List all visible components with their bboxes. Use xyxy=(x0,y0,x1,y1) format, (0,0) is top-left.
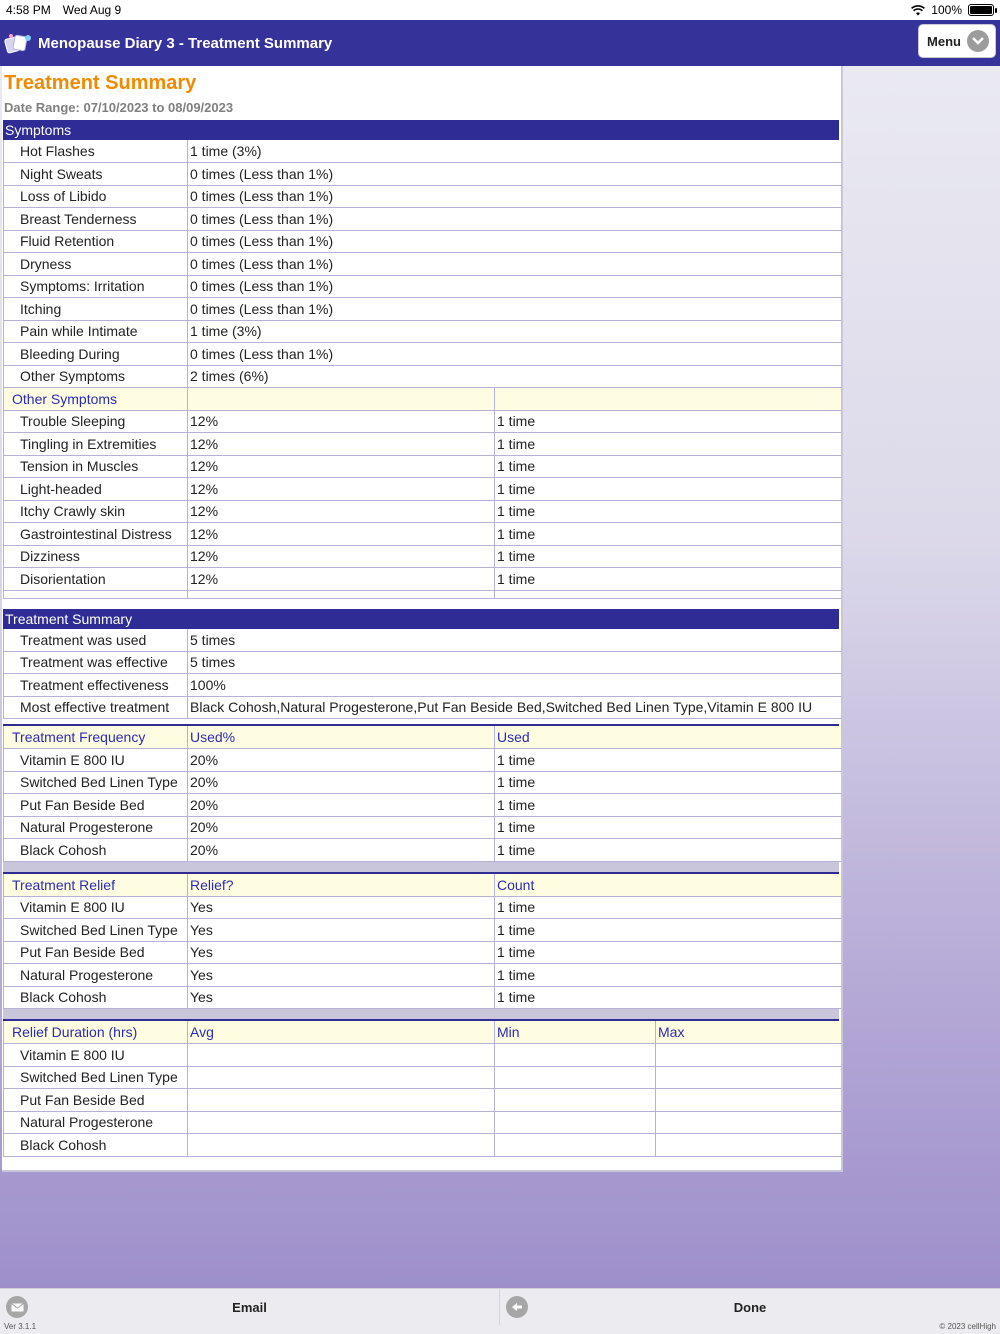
row-value: 1 time (3%) xyxy=(188,320,842,343)
row-label: Loss of Libido xyxy=(4,185,188,208)
row-relief: Yes xyxy=(188,941,495,964)
title-bar xyxy=(0,20,1000,66)
row-count: 1 time xyxy=(495,896,842,919)
status-date: Wed Aug 9 xyxy=(62,3,122,17)
spacer xyxy=(2,599,841,609)
table-row xyxy=(4,163,842,186)
row-label: Treatment was effective xyxy=(4,651,188,674)
row-min xyxy=(495,1111,656,1134)
row-value: 0 times (Less than 1%) xyxy=(188,185,842,208)
table-row xyxy=(4,185,842,208)
row-percent: 12% xyxy=(188,455,495,478)
battery-icon xyxy=(968,4,994,16)
row-count: 1 time xyxy=(495,433,842,456)
row-label: Symptoms: Irritation xyxy=(4,275,188,298)
row-label: Switched Bed Linen Type xyxy=(4,1066,188,1089)
row-label: Night Sweats xyxy=(4,163,188,186)
row-avg xyxy=(188,1066,495,1089)
row-count: 1 time xyxy=(495,816,842,839)
row-label: Vitamin E 800 IU xyxy=(4,1044,188,1067)
row-label: Treatment was used xyxy=(4,629,188,652)
table-header-row xyxy=(4,726,842,749)
bottom-toolbar xyxy=(0,1288,1000,1334)
table-row xyxy=(4,1066,842,1089)
table-filler-row xyxy=(4,590,842,598)
column-header: Used xyxy=(495,726,842,749)
section-header-symptoms: Symptoms xyxy=(3,120,839,140)
row-count: 1 time xyxy=(495,410,842,433)
column-header: Treatment Relief xyxy=(4,874,188,897)
status-bar xyxy=(0,0,1000,20)
row-label: Black Cohosh xyxy=(4,986,188,1009)
column-header: Treatment Frequency xyxy=(4,726,188,749)
column-header: Other Symptoms xyxy=(4,388,188,411)
row-max xyxy=(656,1134,842,1157)
row-percent: 20% xyxy=(188,771,495,794)
row-percent: 20% xyxy=(188,749,495,772)
table-header-row xyxy=(4,874,842,897)
table-row xyxy=(4,343,842,366)
row-label: Most effective treatment xyxy=(4,696,188,719)
table-row xyxy=(4,320,842,343)
row-label: Natural Progesterone xyxy=(4,964,188,987)
table-row xyxy=(4,964,842,987)
row-label: Black Cohosh xyxy=(4,1134,188,1157)
table-row xyxy=(4,629,842,652)
table-row xyxy=(4,749,842,772)
table-row xyxy=(4,523,842,546)
row-percent: 12% xyxy=(188,523,495,546)
row-label: Tension in Muscles xyxy=(4,455,188,478)
row-value: 0 times (Less than 1%) xyxy=(188,208,842,231)
row-label: Itchy Crawly skin xyxy=(4,500,188,523)
column-header xyxy=(188,388,495,411)
table-cell xyxy=(495,590,842,598)
row-label: Black Cohosh xyxy=(4,839,188,862)
row-label: Put Fan Beside Bed xyxy=(4,794,188,817)
row-label: Treatment effectiveness xyxy=(4,674,188,697)
page-title: Treatment Summary xyxy=(4,72,197,94)
battery-percent: 100% xyxy=(931,3,962,17)
row-avg xyxy=(188,1134,495,1157)
table-row xyxy=(4,410,842,433)
table-row xyxy=(4,651,842,674)
column-header: Relief? xyxy=(188,874,495,897)
row-value: 0 times (Less than 1%) xyxy=(188,230,842,253)
row-label: Light-headed xyxy=(4,478,188,501)
chevron-down-icon xyxy=(967,30,989,52)
row-label: Breast Tenderness xyxy=(4,208,188,231)
row-label: Pain while Intimate xyxy=(4,320,188,343)
table-row xyxy=(4,230,842,253)
table-row xyxy=(4,771,842,794)
table-row xyxy=(4,208,842,231)
row-percent: 20% xyxy=(188,816,495,839)
row-min xyxy=(495,1066,656,1089)
row-relief: Yes xyxy=(188,896,495,919)
table-row xyxy=(4,140,842,163)
row-count: 1 time xyxy=(495,771,842,794)
relief-duration-table xyxy=(3,1021,842,1157)
version-label: Ver 3.1.1 xyxy=(4,1322,37,1331)
row-count: 1 time xyxy=(495,794,842,817)
row-percent: 20% xyxy=(188,794,495,817)
row-value: 2 times (6%) xyxy=(188,365,842,388)
column-header: Min xyxy=(495,1021,656,1044)
column-header xyxy=(495,388,842,411)
row-percent: 12% xyxy=(188,545,495,568)
table-row xyxy=(4,794,842,817)
row-count: 1 time xyxy=(495,839,842,862)
table-header-row xyxy=(4,1021,842,1044)
column-header: Used% xyxy=(188,726,495,749)
menu-label: Menu xyxy=(927,33,961,49)
column-header: Relief Duration (hrs) xyxy=(4,1021,188,1044)
table-row xyxy=(4,568,842,591)
table-row xyxy=(4,1044,842,1067)
table-row xyxy=(4,433,842,456)
row-value: 0 times (Less than 1%) xyxy=(188,163,842,186)
table-row xyxy=(4,545,842,568)
status-time: 4:58 PM xyxy=(6,3,51,17)
envelope-icon xyxy=(6,1296,28,1318)
row-count: 1 time xyxy=(495,749,842,772)
column-header: Max xyxy=(656,1021,842,1044)
row-max xyxy=(656,1066,842,1089)
row-count: 1 time xyxy=(495,568,842,591)
row-min xyxy=(495,1044,656,1067)
table-cell xyxy=(188,590,495,598)
table-row xyxy=(4,839,842,862)
row-max xyxy=(656,1044,842,1067)
row-count: 1 time xyxy=(495,964,842,987)
row-label: Vitamin E 800 IU xyxy=(4,749,188,772)
table-row xyxy=(4,275,842,298)
table-row xyxy=(4,816,842,839)
row-label: Dizziness xyxy=(4,545,188,568)
row-count: 1 time xyxy=(495,523,842,546)
table-cell xyxy=(4,590,188,598)
app-logo-icon xyxy=(4,30,34,56)
row-value: 0 times (Less than 1%) xyxy=(188,343,842,366)
row-relief: Yes xyxy=(188,919,495,942)
table-row xyxy=(4,1089,842,1112)
done-label: Done xyxy=(733,1299,767,1315)
row-value: 1 time (3%) xyxy=(188,140,842,163)
table-row xyxy=(4,696,842,719)
row-label: Tingling in Extremities xyxy=(4,433,188,456)
row-label: Disorientation xyxy=(4,568,188,591)
row-max xyxy=(656,1111,842,1134)
row-avg xyxy=(188,1044,495,1067)
row-min xyxy=(495,1134,656,1157)
row-value: 5 times xyxy=(188,629,842,652)
symptoms-table xyxy=(3,140,842,599)
treatment-summary-table xyxy=(3,629,842,720)
row-label: Itching xyxy=(4,298,188,321)
section-header-treatment-summary: Treatment Summary xyxy=(3,609,839,629)
treatment-frequency-table xyxy=(3,726,842,862)
row-label: Other Symptoms xyxy=(4,365,188,388)
table-row xyxy=(4,478,842,501)
row-value: 0 times (Less than 1%) xyxy=(188,253,842,276)
app-title: Menopause Diary 3 - Treatment Summary xyxy=(38,34,333,52)
table-row xyxy=(4,674,842,697)
back-arrow-icon xyxy=(506,1296,528,1318)
row-value: 5 times xyxy=(188,651,842,674)
table-row xyxy=(4,896,842,919)
menu-button[interactable] xyxy=(918,24,996,58)
table-row xyxy=(4,986,842,1009)
row-max xyxy=(656,1089,842,1112)
table-row xyxy=(4,1111,842,1134)
row-avg xyxy=(188,1111,495,1134)
row-percent: 12% xyxy=(188,568,495,591)
date-range: Date Range: 07/10/2023 to 08/09/2023 xyxy=(4,100,234,115)
row-value: 100% xyxy=(188,674,842,697)
row-count: 1 time xyxy=(495,986,842,1009)
row-min xyxy=(495,1089,656,1112)
row-percent: 12% xyxy=(188,433,495,456)
table-header-row xyxy=(4,388,842,411)
row-label: Fluid Retention xyxy=(4,230,188,253)
row-avg xyxy=(188,1089,495,1112)
row-percent: 12% xyxy=(188,500,495,523)
row-label: Hot Flashes xyxy=(4,140,188,163)
table-row xyxy=(4,365,842,388)
row-relief: Yes xyxy=(188,964,495,987)
row-label: Vitamin E 800 IU xyxy=(4,896,188,919)
row-label: Switched Bed Linen Type xyxy=(4,771,188,794)
row-count: 1 time xyxy=(495,919,842,942)
row-percent: 20% xyxy=(188,839,495,862)
table-row xyxy=(4,455,842,478)
table-row xyxy=(4,298,842,321)
row-label: Gastrointestinal Distress xyxy=(4,523,188,546)
row-label: Put Fan Beside Bed xyxy=(4,941,188,964)
divider xyxy=(3,1009,839,1019)
divider xyxy=(3,862,839,872)
row-label: Dryness xyxy=(4,253,188,276)
row-label: Bleeding During xyxy=(4,343,188,366)
row-label: Switched Bed Linen Type xyxy=(4,919,188,942)
wifi-icon xyxy=(911,5,925,16)
table-row xyxy=(4,941,842,964)
table-row xyxy=(4,253,842,276)
row-value: 0 times (Less than 1%) xyxy=(188,275,842,298)
done-button[interactable] xyxy=(500,1289,1000,1325)
email-button[interactable] xyxy=(0,1289,500,1325)
row-value: Black Cohosh,Natural Progesterone,Put Fan Beside Bed,Switched Bed Linen Type,Vitamin E 800 IU xyxy=(188,696,842,719)
row-label: Put Fan Beside Bed xyxy=(4,1089,188,1112)
row-percent: 12% xyxy=(188,410,495,433)
table-row xyxy=(4,500,842,523)
row-percent: 12% xyxy=(188,478,495,501)
row-label: Natural Progesterone xyxy=(4,1111,188,1134)
row-count: 1 time xyxy=(495,545,842,568)
row-count: 1 time xyxy=(495,455,842,478)
row-count: 1 time xyxy=(495,500,842,523)
treatment-relief-table xyxy=(3,874,842,1010)
copyright-label: © 2023 cellHigh xyxy=(939,1322,996,1331)
email-label: Email xyxy=(232,1299,267,1315)
row-label: Natural Progesterone xyxy=(4,816,188,839)
table-row xyxy=(4,919,842,942)
row-count: 1 time xyxy=(495,941,842,964)
row-value: 0 times (Less than 1%) xyxy=(188,298,842,321)
row-relief: Yes xyxy=(188,986,495,1009)
column-header: Avg xyxy=(188,1021,495,1044)
table-row xyxy=(4,1134,842,1157)
report-panel xyxy=(2,66,843,1172)
row-count: 1 time xyxy=(495,478,842,501)
column-header: Count xyxy=(495,874,842,897)
row-label: Trouble Sleeping xyxy=(4,410,188,433)
